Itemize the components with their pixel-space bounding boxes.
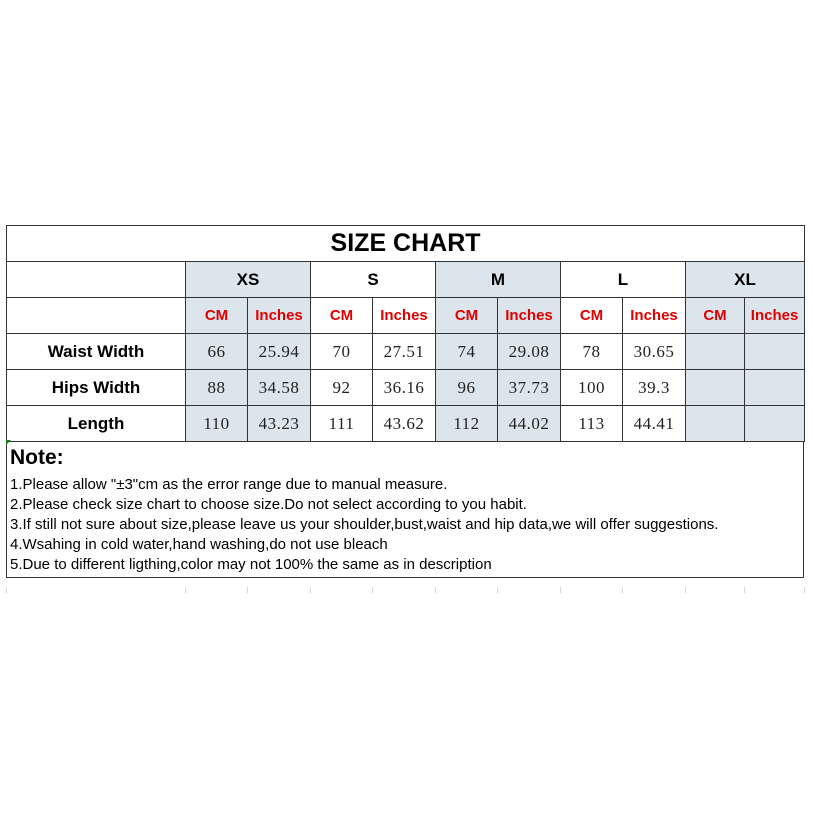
size-header-row	[7, 262, 805, 298]
table-cell: 44.41	[623, 406, 686, 442]
table-cell: 29.08	[498, 334, 561, 370]
note-line: 3.If still not sure about size,please leave us your shoulder,bust,waist and hip data,we will offer suggestions.	[10, 516, 719, 533]
table-row	[7, 406, 805, 442]
table-cell: 30.65	[623, 334, 686, 370]
size-header-m: M	[436, 262, 561, 298]
table-cell	[745, 370, 805, 406]
unit-inches: Inches	[745, 298, 805, 334]
table-cell: 100	[561, 370, 623, 406]
size-chart-sheet	[6, 225, 804, 578]
note-line: 1.Please allow "±3"cm as the error range due to manual measure.	[10, 476, 448, 493]
size-header-s: S	[311, 262, 436, 298]
table-cell: 113	[561, 406, 623, 442]
unit-cm: CM	[311, 298, 373, 334]
table-cell: 34.58	[248, 370, 311, 406]
table-cell: 39.3	[623, 370, 686, 406]
size-header-l: L	[561, 262, 686, 298]
table-cell	[686, 406, 745, 442]
note-line: 5.Due to different ligthing,color may not 100% the same as in description	[10, 556, 492, 573]
size-header-xl: XL	[686, 262, 805, 298]
row-label-length: Length	[7, 406, 186, 442]
empty-unit-label-cell	[7, 298, 186, 334]
table-cell: 111	[311, 406, 373, 442]
table-cell: 43.23	[248, 406, 311, 442]
table-cell: 27.51	[373, 334, 436, 370]
note-line: 4.Wsahing in cold water,hand washing,do not use bleach	[10, 536, 388, 553]
unit-header-row	[7, 298, 805, 334]
notes-box	[6, 442, 804, 578]
cell-corner-marker	[6, 440, 11, 445]
unit-cm: CM	[686, 298, 745, 334]
title-row	[7, 226, 805, 262]
chart-title: SIZE CHART	[7, 226, 805, 262]
unit-inches: Inches	[623, 298, 686, 334]
note-title: Note:	[10, 446, 64, 469]
table-cell	[686, 334, 745, 370]
table-cell: 66	[186, 334, 248, 370]
table-cell	[745, 334, 805, 370]
table-cell: 44.02	[498, 406, 561, 442]
table-cell: 36.16	[373, 370, 436, 406]
row-label-waist-width: Waist Width	[7, 334, 186, 370]
table-cell: 88	[186, 370, 248, 406]
unit-inches: Inches	[248, 298, 311, 334]
unit-cm: CM	[436, 298, 498, 334]
table-cell: 37.73	[498, 370, 561, 406]
table-row	[7, 334, 805, 370]
table-row	[7, 370, 805, 406]
faint-gridlines	[0, 587, 813, 593]
table-cell: 112	[436, 406, 498, 442]
size-chart-table	[6, 225, 805, 442]
table-cell: 74	[436, 334, 498, 370]
table-cell: 25.94	[248, 334, 311, 370]
table-cell: 92	[311, 370, 373, 406]
size-header-xs: XS	[186, 262, 311, 298]
table-cell	[745, 406, 805, 442]
table-cell: 43.62	[373, 406, 436, 442]
table-cell: 110	[186, 406, 248, 442]
table-cell: 78	[561, 334, 623, 370]
unit-inches: Inches	[498, 298, 561, 334]
unit-inches: Inches	[373, 298, 436, 334]
note-line: 2.Please check size chart to choose size.Do not select according to you habit.	[10, 496, 527, 513]
table-cell: 70	[311, 334, 373, 370]
table-cell: 96	[436, 370, 498, 406]
empty-corner-cell	[7, 262, 186, 298]
row-label-hips-width: Hips Width	[7, 370, 186, 406]
unit-cm: CM	[186, 298, 248, 334]
unit-cm: CM	[561, 298, 623, 334]
table-cell	[686, 370, 745, 406]
